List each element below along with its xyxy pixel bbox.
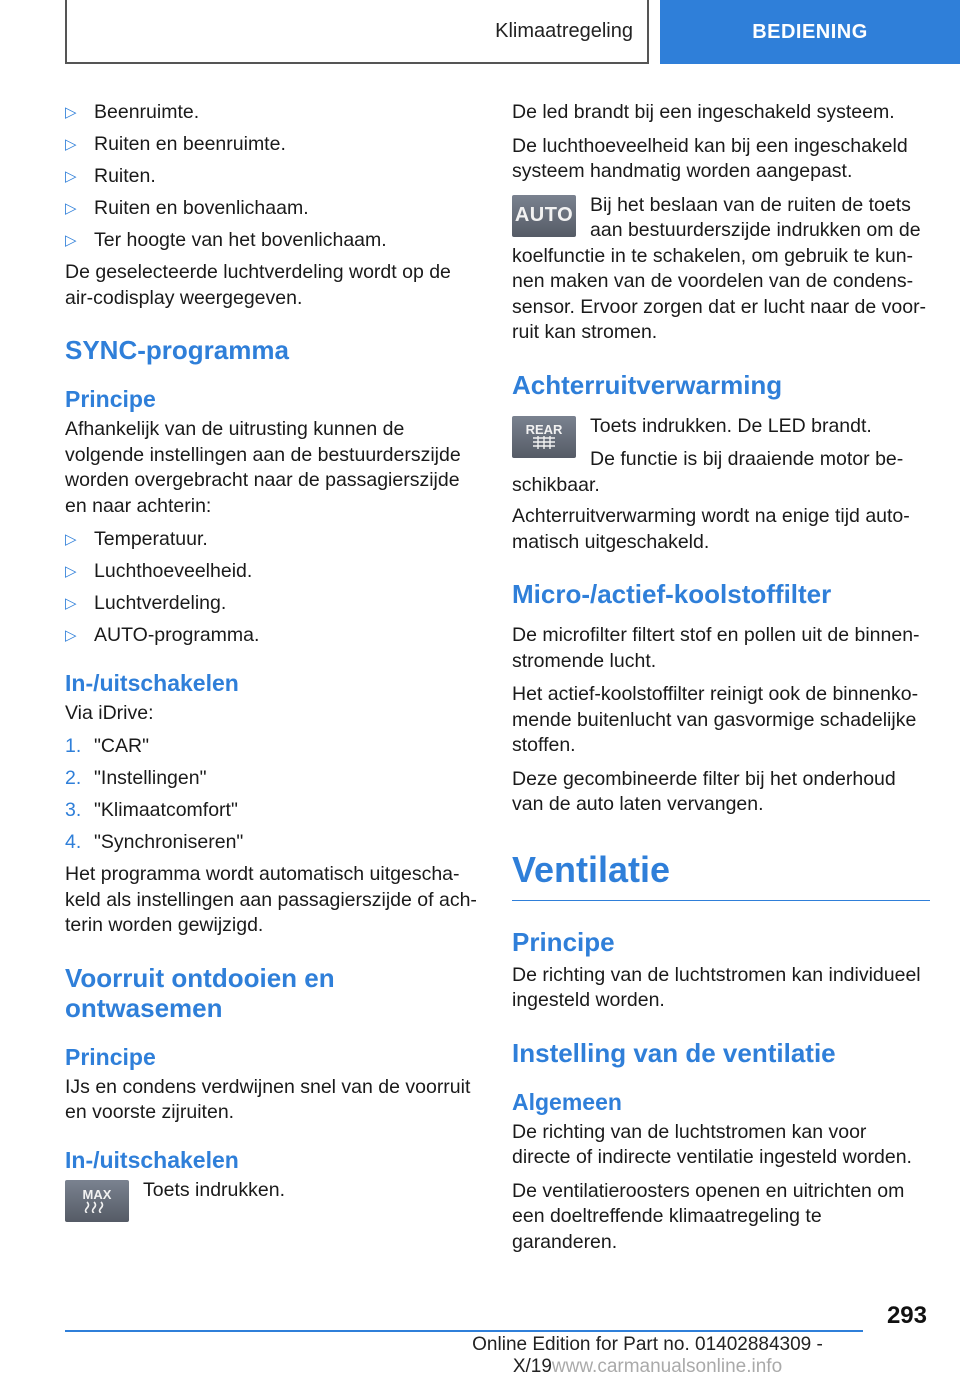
paragraph: Deze gecombineerde filter bij het onderhoud van de auto laten vervangen. bbox=[512, 767, 896, 815]
right-column bbox=[512, 100, 930, 1263]
subheading-inuitschakelen: In-/uitschakelen bbox=[65, 1146, 239, 1173]
list-item: ▷ Ruiten. bbox=[65, 164, 480, 190]
footer-divider bbox=[65, 1330, 863, 1332]
auto-paragraph: AUTO Bij het beslaan van de ruiten de toets aan bestuurderszijde indrukken om de koelfunctie in te schakelen, om gebruik te kun‐nen maken van de voordelen van de condens‐sensor. Ervoor zorgen dat er lucht naar de voor‐ruit kan stromen. bbox=[512, 193, 927, 343]
triangle-bullet-icon: ▷ bbox=[65, 200, 77, 217]
paragraph: IJs en condens verdwijnen snel van de voorruit en voorste zijruiten. bbox=[65, 1075, 471, 1123]
list-item: 4. "Synchroniseren" bbox=[65, 831, 244, 853]
triangle-bullet-icon: ▷ bbox=[65, 168, 77, 185]
list-item: ▷ AUTO-programma. bbox=[65, 623, 480, 649]
max-defrost-button-icon: MAX bbox=[65, 1180, 129, 1222]
heading-filter: Micro-/actief-koolstoffilter bbox=[512, 579, 832, 609]
subheading-algemeen: Algemeen bbox=[512, 1088, 622, 1115]
triangle-bullet-icon: ▷ bbox=[65, 595, 77, 612]
watermark[interactable]: www.carmanualsonline.info bbox=[551, 1356, 783, 1377]
list-item: ▷ Luchthoeveelheid. bbox=[65, 559, 480, 585]
paragraph: De richting van de luchtstromen kan individueel ingesteld worden. bbox=[512, 963, 921, 1011]
page-number: 293 bbox=[886, 1302, 927, 1329]
triangle-bullet-icon: ▷ bbox=[65, 531, 77, 548]
footer-text bbox=[0, 1334, 960, 1378]
list-item: ▷ Luchtverdeling. bbox=[65, 591, 480, 617]
rear-paragraph bbox=[512, 414, 930, 499]
paragraph: Toets indrukken. De LED brandt. bbox=[590, 414, 872, 437]
paragraph: De microfilter filtert stof en pollen uit de binnen‐stromende lucht. bbox=[512, 624, 920, 672]
heading-voorruit: Voorruit ontdooien en ontwasemen bbox=[65, 962, 335, 1023]
heading-sync: SYNC-programma bbox=[65, 335, 289, 365]
paragraph: Toets indrukken. bbox=[143, 1178, 285, 1201]
list-item: 2. "Instellingen" bbox=[65, 767, 207, 789]
paragraph: Achterruitverwarming wordt na enige tijd auto‐matisch uitgeschakeld. bbox=[512, 505, 910, 553]
triangle-bullet-icon: ▷ bbox=[65, 136, 77, 153]
triangle-bullet-icon: ▷ bbox=[65, 627, 77, 644]
paragraph: De luchthoeveelheid kan bij een ingeschakeld systeem handmatig worden aangepast. bbox=[512, 134, 908, 182]
paragraph: De ventilatieroosters openen en uitrichten om een doeltreffende klimaatregeling te garanderen. bbox=[512, 1179, 905, 1253]
list-item: 3. "Klimaatcomfort" bbox=[65, 799, 238, 821]
left-column bbox=[65, 100, 480, 1228]
heading-ventilatie: Ventilatie bbox=[512, 850, 930, 901]
chapter-tab bbox=[660, 0, 960, 64]
idrive-steps bbox=[65, 734, 480, 856]
paragraph: De led brandt bij een ingeschakeld systeem. bbox=[512, 101, 895, 123]
running-header-section bbox=[65, 0, 649, 64]
paragraph: De geselecteerde luchtverdeling wordt op de air‐codisplay weergegeven. bbox=[65, 261, 451, 309]
max-defrost-paragraph bbox=[65, 1178, 480, 1228]
chapter-title: BEDIENING bbox=[752, 20, 868, 43]
section-title: Klimaatregeling bbox=[495, 19, 633, 42]
air-distribution-list bbox=[65, 100, 480, 254]
heading-principe: Principe bbox=[512, 926, 615, 957]
rear-defrost-button-icon: REAR bbox=[512, 416, 576, 458]
list-item: ▷ Ruiten en bovenlichaam. bbox=[65, 196, 480, 222]
list-item: ▷ Temperatuur. bbox=[65, 527, 480, 553]
list-item: ▷ Beenruimte. bbox=[65, 100, 480, 126]
heading-instelling: Instelling van de ventilatie bbox=[512, 1037, 836, 1068]
paragraph: Het actief-koolstoffilter reinigt ook de binnenko‐mende buitenlucht van gasvormige schadelijke stoffen. bbox=[512, 683, 919, 756]
subheading-principe: Principe bbox=[65, 1043, 156, 1070]
paragraph: Via iDrive: bbox=[65, 701, 154, 724]
paragraph: Het programma wordt automatisch uitgescha‐keld als instellingen aan passagierszijde of ach‐terin worden gewijzigd. bbox=[65, 863, 477, 936]
triangle-bullet-icon: ▷ bbox=[65, 232, 77, 249]
paragraph: De richting van de luchtstromen kan voor directe of indirecte ventilatie ingesteld worden. bbox=[512, 1120, 912, 1168]
list-item: ▷ Ter hoogte van het bovenlichaam. bbox=[65, 228, 480, 254]
list-item: 1. "CAR" bbox=[65, 735, 150, 757]
paragraph: Afhankelijk van de uitrusting kunnen de volgende instellingen aan de bestuurderszijde worden overgebracht naar de passagierszijde en naar achterin: bbox=[65, 418, 461, 517]
subheading-inuitschakelen: In-/uitschakelen bbox=[65, 669, 239, 696]
edition-note: Online Edition for Part no. 01402884309 - X/19 bbox=[472, 1334, 823, 1377]
list-item: ▷ Ruiten en beenruimte. bbox=[65, 132, 480, 158]
triangle-bullet-icon: ▷ bbox=[65, 563, 77, 580]
subheading-principe: Principe bbox=[65, 386, 156, 412]
sync-settings-list bbox=[65, 527, 480, 649]
heading-achterruitverwarming: Achterruitverwarming bbox=[512, 369, 783, 400]
auto-button-icon: AUTO bbox=[512, 195, 576, 237]
triangle-bullet-icon: ▷ bbox=[65, 104, 77, 121]
paragraph: De functie is bij draaiende motor be‐schikbaar. bbox=[512, 448, 904, 496]
